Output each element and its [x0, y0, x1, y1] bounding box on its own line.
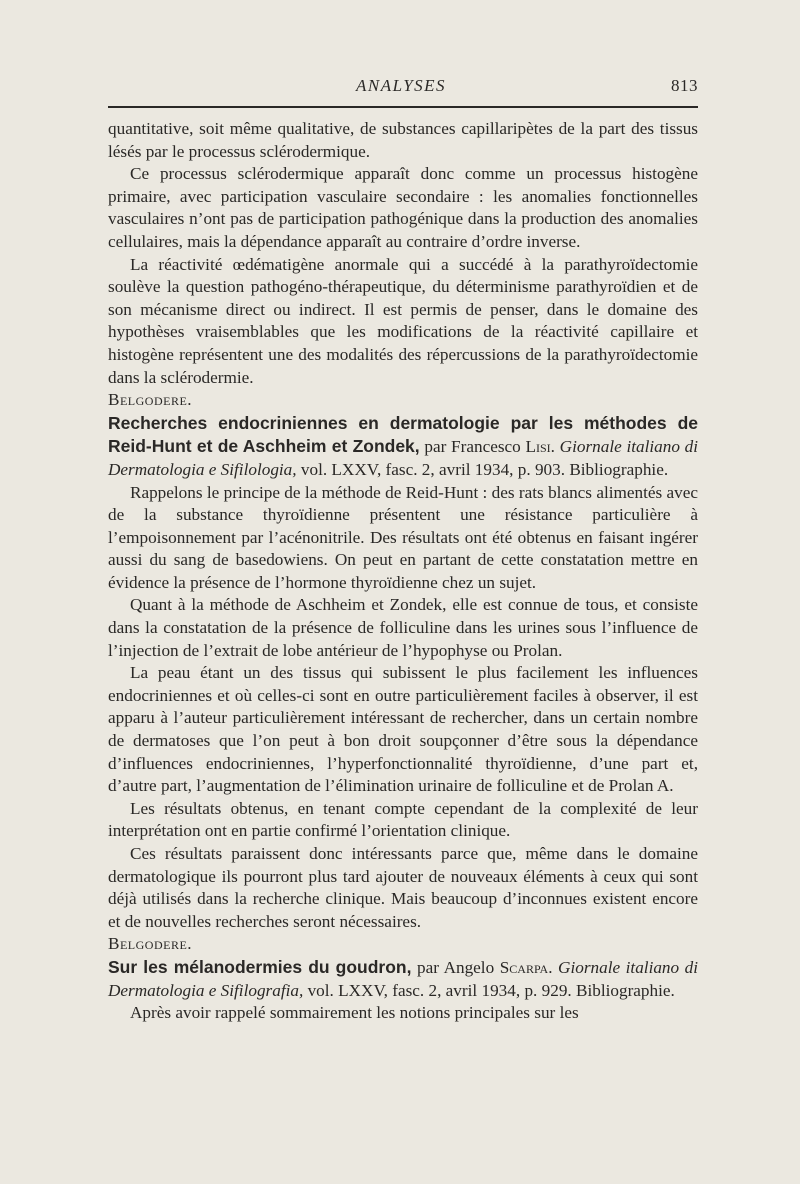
paragraph: La peau étant un des tissus qui subissent le plus facilement les influences endocriniennes et où celles-ci sont en outre particulièrement faciles à observer, il est apparu à l’auteur particulièrement intéressant de rechercher, dans un certain nombre de dermatoses que l’on peut à bon droit soupçonner d’être sous la dépendance d’influences endocriniennes, l’hyperfonctionnalité thyroïdienne, d’une part et, d’autre part, l’augmentation de l’élimination urinaire de folliculine et de Prolan A. [108, 663, 698, 796]
signature: Belgodere. [108, 934, 193, 954]
review-journal: Giornale italiano di Dermatologia e Sifilografia, [108, 957, 699, 1000]
review-author: Lisi. [525, 437, 555, 457]
paragraph: La réactivité œdématigène anormale qui a succédé à la parathyroïdectomie soulève la question pathogéno-thérapeutique, du déterminisme parathyroïdien et de son mécanisme direct ou indirect. Il est permis de penser, dans le domaine des hypothèses vraisemblables que les modifications de la réactivité capillaire et histogène représentent une des modalités des répercussions de la parathyroïdectomie dans la sclérodermie. [108, 254, 698, 387]
review-by: par Francesco [424, 437, 521, 457]
review-title: Sur les mélanodermies du goudron, [108, 956, 412, 977]
running-head-title: ANALYSES [356, 76, 447, 95]
page-body [108, 118, 698, 1025]
paragraph: Quant à la méthode de Aschheim et Zondek, elle est connue de tous, et consiste dans la constatation de la présence de folliculine dans les urines sous l’influence de l’injection de l’extrait de lobe antérieur de l’hypophyse ou Prolan. [108, 595, 698, 660]
paragraph: Ce processus sclérodermique apparaît donc comme un processus histogène primaire, avec participation vasculaire secondaire : les anomalies fonctionnelles vasculaires n’ont pas de participation pathogénique dans la production des anomalies cellulaires, mais la dépendance apparaît au contraire d’ordre inverse. [108, 164, 698, 251]
review-reference: vol. LXXV, fasc. 2, avril 1934, p. 903. Bibliographie. [300, 459, 669, 479]
paragraph: Après avoir rappelé sommairement les notions principales sur les [130, 1003, 579, 1023]
page-number: 813 [671, 76, 698, 95]
running-head [108, 76, 698, 100]
header-rule [108, 106, 698, 108]
review-reference: vol. LXXV, fasc. 2, avril 1934, p. 929. Bibliographie. [307, 980, 675, 1000]
paragraph: Ces résultats paraissent donc intéressants parce que, même dans le domaine dermatologique ils pourront plus tard ajouter de nouveaux éléments à ceux qui sont déjà utilisés dans la recherche clinique. Mais beaucoup d’inconnues existent encore et de nouvelles recherches seront nécessaires. [108, 844, 698, 931]
review-author: Scarpa. [499, 957, 553, 977]
paragraph: quantitative, soit même qualitative, de substances capillaripètes de la part des tissus lésés par le processus sclérodermique. [108, 119, 698, 161]
review-heading [108, 412, 698, 482]
review-by: par Angelo [417, 957, 495, 977]
paragraph: Les résultats obtenus, en tenant compte cependant de la complexité de leur interprétation ont en partie confirmé l’orientation clinique. [108, 798, 698, 841]
review-title: Recherches endocriniennes en dermatologie par les méthodes de Reid-Hunt et de Aschheim et Zondek, [108, 412, 698, 457]
signature: Belgodere. [108, 390, 193, 410]
review-journal: Giornale italiano di Dermatologia e Sifilologia, [108, 437, 699, 479]
review-heading [108, 956, 698, 1002]
paragraph: Rappelons le principe de la méthode de Reid-Hunt : des rats blancs alimentés avec de la substance thyroïdienne présentent une résistance particulière à l’empoisonnement par l’acénonitrile. Des résultats ont été obtenus en faisant ingérer aussi du sang de basedowiens. On peut en partant de cette constatation mettre en évidence la présence de l’hormone thyroïdienne chez un sujet. [108, 482, 698, 592]
